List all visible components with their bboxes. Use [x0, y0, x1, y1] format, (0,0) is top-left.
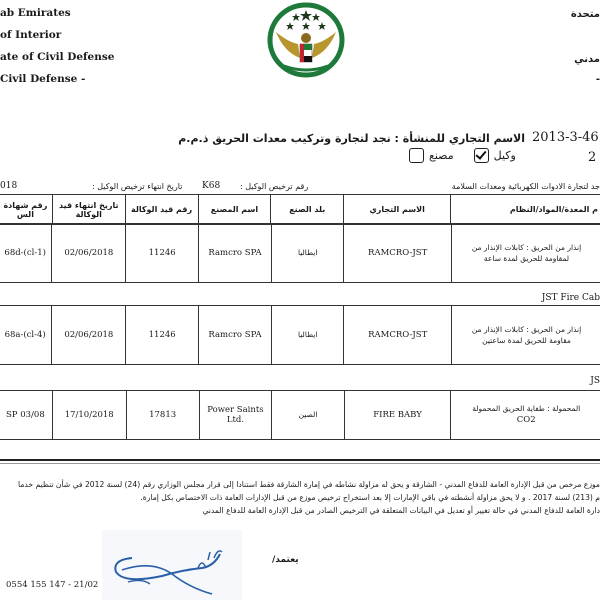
cell-manufacturer: Ramcro SPA [199, 306, 272, 365]
cell-trade-name: RAMCRO-JST [344, 224, 452, 283]
equipment-table-header [0, 194, 600, 225]
header-description: م المعدة/المواد/النظام [451, 195, 600, 225]
header-cert-no: رقم شهادة الس [0, 195, 52, 225]
description-line-2: مقاومة للحريق لمدة ساعتين [482, 336, 571, 345]
description-line-2: لمقاومة للحريق لمدة ساعة [483, 254, 570, 263]
divider-thin [0, 463, 600, 464]
divider-thick [0, 459, 600, 461]
note-line-2: م (213) لسنة 2017 . و لا يحق مزاولة أنشطته في باقي الإمارات إلا بعد استخراج ترخيص موزع من قبل الإدارات العامة ذات الاختصاص بكل إمارة. [140, 493, 600, 502]
header-en-line-2: of Interior [0, 29, 62, 41]
cell-country: ايطاليا [272, 224, 344, 283]
checkbox-agent-label: وكيل [493, 149, 516, 162]
note-line-3: دارة العامة للدفاع المدني في حالة تغيير أو تعديل في البيانات المتعلقة في الترخيص الصادر من قبل الإدارة العامة للدفاع المدني [202, 506, 600, 515]
cell-country: ايطاليا [272, 306, 344, 365]
cell-description [451, 224, 600, 283]
header-agency-expiry: تاريخ انتهاء قيد الوكالة [52, 195, 125, 225]
header-en-line-1: ab Emirates [0, 7, 71, 19]
cell-manufacturer: Ramcro SPA [199, 224, 272, 283]
notes-block [0, 478, 600, 517]
signature-icon [102, 530, 242, 600]
checkbox-manufacturer[interactable] [409, 148, 454, 163]
cell-description [451, 391, 600, 440]
header-manufacturer: اسم المصنع [198, 195, 271, 225]
agent-license-label: رقم ترخيص الوكيل : [240, 182, 309, 191]
agent-expiry-value: 018 [0, 181, 18, 191]
description-line-1: إنذار من الحريق : كابلات الإنذار من [471, 324, 582, 334]
section-label-3: JS [590, 376, 600, 386]
cell-agency-no: 17813 [126, 391, 199, 440]
agent-expiry-label: تاريخ انتهاء ترخيص الوكيل : [92, 182, 183, 191]
header-ar-line-1: متحدة [570, 9, 600, 20]
checkbox-manufacturer-label: مصنع [429, 149, 454, 162]
approved-by-label: يعتمد/ [272, 555, 299, 565]
registration-number: 2013-3-46 [532, 130, 599, 145]
header-ar-line-2: مدني [574, 54, 600, 65]
agent-license-value: K68 [202, 181, 221, 191]
cell-country: الصين [272, 391, 344, 440]
header-en-line-3: ate of Civil Defense [0, 51, 115, 63]
cell-agency-expiry: 02/06/2018 [52, 224, 126, 283]
type-checkboxes [395, 148, 516, 163]
checkbox-checked-icon[interactable] [474, 148, 489, 163]
cell-agency-no: 11246 [126, 306, 199, 365]
section-label-2: JST Fire Cab [541, 293, 600, 303]
cell-cert-no: SP 03/08 [0, 391, 52, 440]
checkbox-unchecked-icon[interactable] [409, 148, 424, 163]
registration-second-line: 2 [588, 150, 597, 165]
table-row [0, 223, 600, 283]
cell-agency-expiry: 17/10/2018 [52, 391, 126, 440]
cell-cert-no: 68d-(cl-1) [0, 224, 52, 283]
description-line-2: CO2 [516, 415, 536, 426]
header-agency-no: رقم قيد الوكالة [125, 195, 198, 225]
table-row [0, 305, 600, 365]
description-line-1: إنذار من الحريق : كابلات الإنذار من [471, 242, 582, 252]
header-country: بلد الصنع [271, 195, 344, 225]
description-line-1: المحمولة : طفاية الحريق المحمولة [472, 404, 581, 413]
header-en-line-4: Civil Defense - [0, 73, 86, 85]
cell-trade-name: RAMCRO-JST [344, 306, 452, 365]
agent-company-name: جد لتجارة الادوات الكهربائية ومعدات السلامة [451, 182, 600, 191]
cell-manufacturer: Power Saints Ltd. [199, 391, 272, 440]
header-trade-name: الاسم التجاري [344, 195, 451, 225]
establishment-name: الاسم التجاري للمنشأة : نجد لتجارة وتركيب معدات الحريق ذ.م.م [178, 132, 525, 145]
checkbox-agent[interactable] [474, 148, 516, 163]
cell-trade-name: FIRE BABY [344, 391, 451, 440]
cell-agency-expiry: 02/06/2018 [52, 306, 126, 365]
cell-cert-no: 68a-(cl-4) [0, 306, 52, 365]
phone-number: 0554 155 147 - 21/02 [6, 580, 99, 590]
header-ar-line-3: - [595, 74, 600, 85]
emblem-logo-icon [262, 2, 350, 82]
table-row [0, 390, 600, 440]
cell-agency-no: 11246 [126, 224, 199, 283]
cell-description [452, 306, 600, 365]
note-line-1: موزع مرخص من قبل الإدارة العامة للدفاع المدني - الشارقة و يحق له مزاولة نشاطه في إمارة الشارقة فقط استنادا إلى قرار مجلس الوزاري رقم (24) لسنة 2012 في شأن تنظيم خدما [18, 480, 600, 489]
